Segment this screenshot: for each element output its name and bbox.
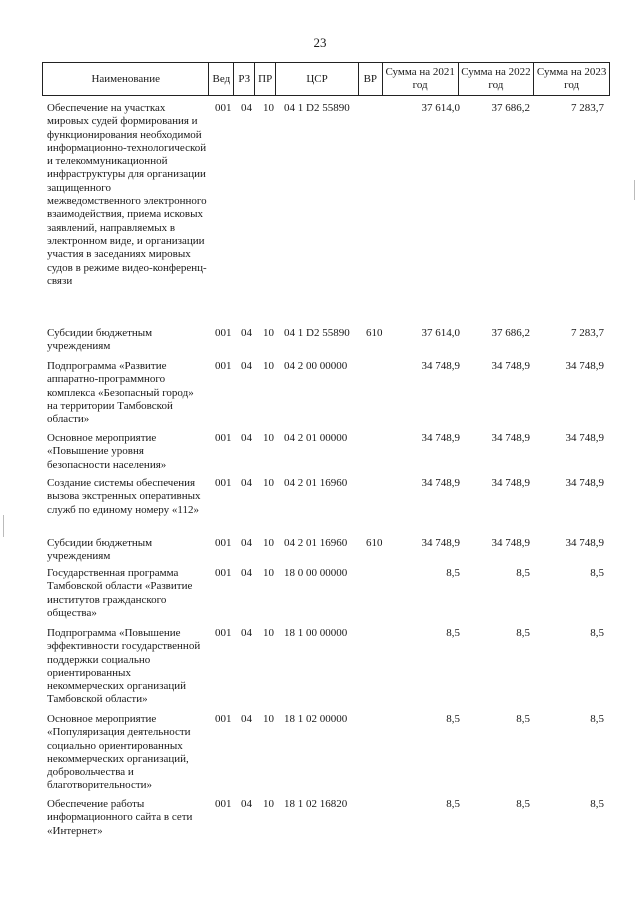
row-rz: 04 [241,713,252,725]
row-rz: 04 [241,567,252,579]
row-ved: 001 [215,360,232,372]
row-name: Государственная программа Тамбовской области «Развитие институтов гражданского общества» [47,567,193,619]
row-sum-2023: 34 748,9 [565,477,604,489]
row-csr: 04 1 D2 55890 [284,327,350,339]
row-pr: 10 [263,798,274,810]
page-number: 23 [313,35,327,50]
row-csr: 04 2 01 16960 [284,537,348,549]
row-ved: 001 [215,713,232,725]
table-header [42,62,610,96]
row-rz: 04 [241,432,252,444]
row-pr: 10 [263,102,274,114]
row-name: Основное мероприятие «Повышение уровня безопасности населения» [47,432,167,471]
row-sum-2023: 7 283,7 [571,327,604,339]
row-rz: 04 [241,360,252,372]
row-sum-2023: 7 283,7 [571,102,604,114]
row-sum-2023: 8,5 [590,567,604,579]
row-sum-2021: 34 748,9 [421,477,460,489]
row-name: Обеспечение работы информационного сайта в сети «Интернет» [47,798,193,837]
row-sum-2022: 34 748,9 [491,432,530,444]
row-ved: 001 [215,432,232,444]
row-pr: 10 [263,627,274,639]
header-name: Наименование [91,72,160,85]
row-ved: 001 [215,537,232,549]
row-csr: 18 1 02 00000 [284,713,348,725]
row-sum-2021: 37 614,0 [421,102,460,114]
row-sum-2021: 8,5 [446,567,460,579]
row-sum-2022: 34 748,9 [491,537,530,549]
row-ved: 001 [215,798,232,810]
row-pr: 10 [263,713,274,725]
header-sum-2021: Сумма на 2021 год [382,63,458,95]
row-sum-2021: 37 614,0 [421,327,460,339]
row-pr: 10 [263,327,274,339]
header-csr: ЦСР [275,63,358,95]
header-vr: ВР [358,63,382,95]
row-pr: 10 [263,360,274,372]
row-sum-2022: 34 748,9 [491,360,530,372]
row-rz: 04 [241,537,252,549]
row-sum-2021: 34 748,9 [421,432,460,444]
row-sum-2021: 8,5 [446,713,460,725]
row-name: Обеспечение на участках мировых судей формирования и функционирования необходимой информационно-технологической и телекоммуникационной инфраструктуры для организации защищенного межведомственного электронного взаимодействия, приема исковых заявлений, направляемых в электронном виде, и организации участия в заседаниях мировых судов в режиме видео-конференц-связи [47,102,207,287]
row-name: Основное мероприятие «Популяризация деятельности социально ориентированных некоммерческих организаций, добровольчества и благотворительности» [47,713,191,792]
row-sum-2023: 34 748,9 [565,360,604,372]
row-csr: 18 0 00 00000 [284,567,348,579]
header-sum-2023: Сумма на 2023 год [533,63,609,95]
header-pr: ПР [254,63,275,95]
row-csr: 18 1 00 00000 [284,627,348,639]
row-csr: 04 2 00 00000 [284,360,348,372]
row-rz: 04 [241,798,252,810]
row-sum-2023: 34 748,9 [565,537,604,549]
row-sum-2022: 8,5 [516,713,530,725]
row-csr: 04 2 01 16960 [284,477,348,489]
row-vr: 610 [366,537,383,549]
row-pr: 10 [263,567,274,579]
header-ved: Вед [208,63,233,95]
row-sum-2023: 34 748,9 [565,432,604,444]
row-csr: 18 1 02 16820 [284,798,348,810]
row-rz: 04 [241,327,252,339]
row-csr: 04 2 01 00000 [284,432,348,444]
row-rz: 04 [241,102,252,114]
row-name: Субсидии бюджетным учреждениям [47,537,153,563]
row-csr: 04 1 D2 55890 [284,102,350,114]
row-vr: 610 [366,327,383,339]
row-sum-2023: 8,5 [590,627,604,639]
row-pr: 10 [263,537,274,549]
row-ved: 001 [215,327,232,339]
row-ved: 001 [215,627,232,639]
row-pr: 10 [263,432,274,444]
row-sum-2021: 8,5 [446,798,460,810]
scan-margin-mark [3,515,4,537]
row-name: Создание системы обеспечения вызова экстренных оперативных служб по единому номеру «112» [47,477,201,516]
row-sum-2023: 8,5 [590,713,604,725]
row-ved: 001 [215,567,232,579]
row-name: Субсидии бюджетным учреждениям [47,327,153,353]
row-name: Подпрограмма «Повышение эффективности государственной поддержки социально ориентированных некоммерческих организаций Тамбовской области» [47,627,201,706]
row-sum-2022: 8,5 [516,567,530,579]
row-sum-2022: 37 686,2 [491,327,530,339]
row-sum-2022: 34 748,9 [491,477,530,489]
row-sum-2021: 34 748,9 [421,360,460,372]
row-pr: 10 [263,477,274,489]
row-sum-2021: 8,5 [446,627,460,639]
row-rz: 04 [241,477,252,489]
header-rz: РЗ [233,63,254,95]
row-ved: 001 [215,102,232,114]
row-sum-2022: 8,5 [516,627,530,639]
row-sum-2022: 8,5 [516,798,530,810]
row-ved: 001 [215,477,232,489]
scan-margin-mark [634,180,635,200]
header-sum-2022: Сумма на 2022 год [458,63,534,95]
row-sum-2022: 37 686,2 [491,102,530,114]
row-sum-2021: 34 748,9 [421,537,460,549]
row-rz: 04 [241,627,252,639]
row-name: Подпрограмма «Развитие аппаратно-программного комплекса «Безопасный город» на территории Тамбовской области» [47,360,194,426]
row-sum-2023: 8,5 [590,798,604,810]
